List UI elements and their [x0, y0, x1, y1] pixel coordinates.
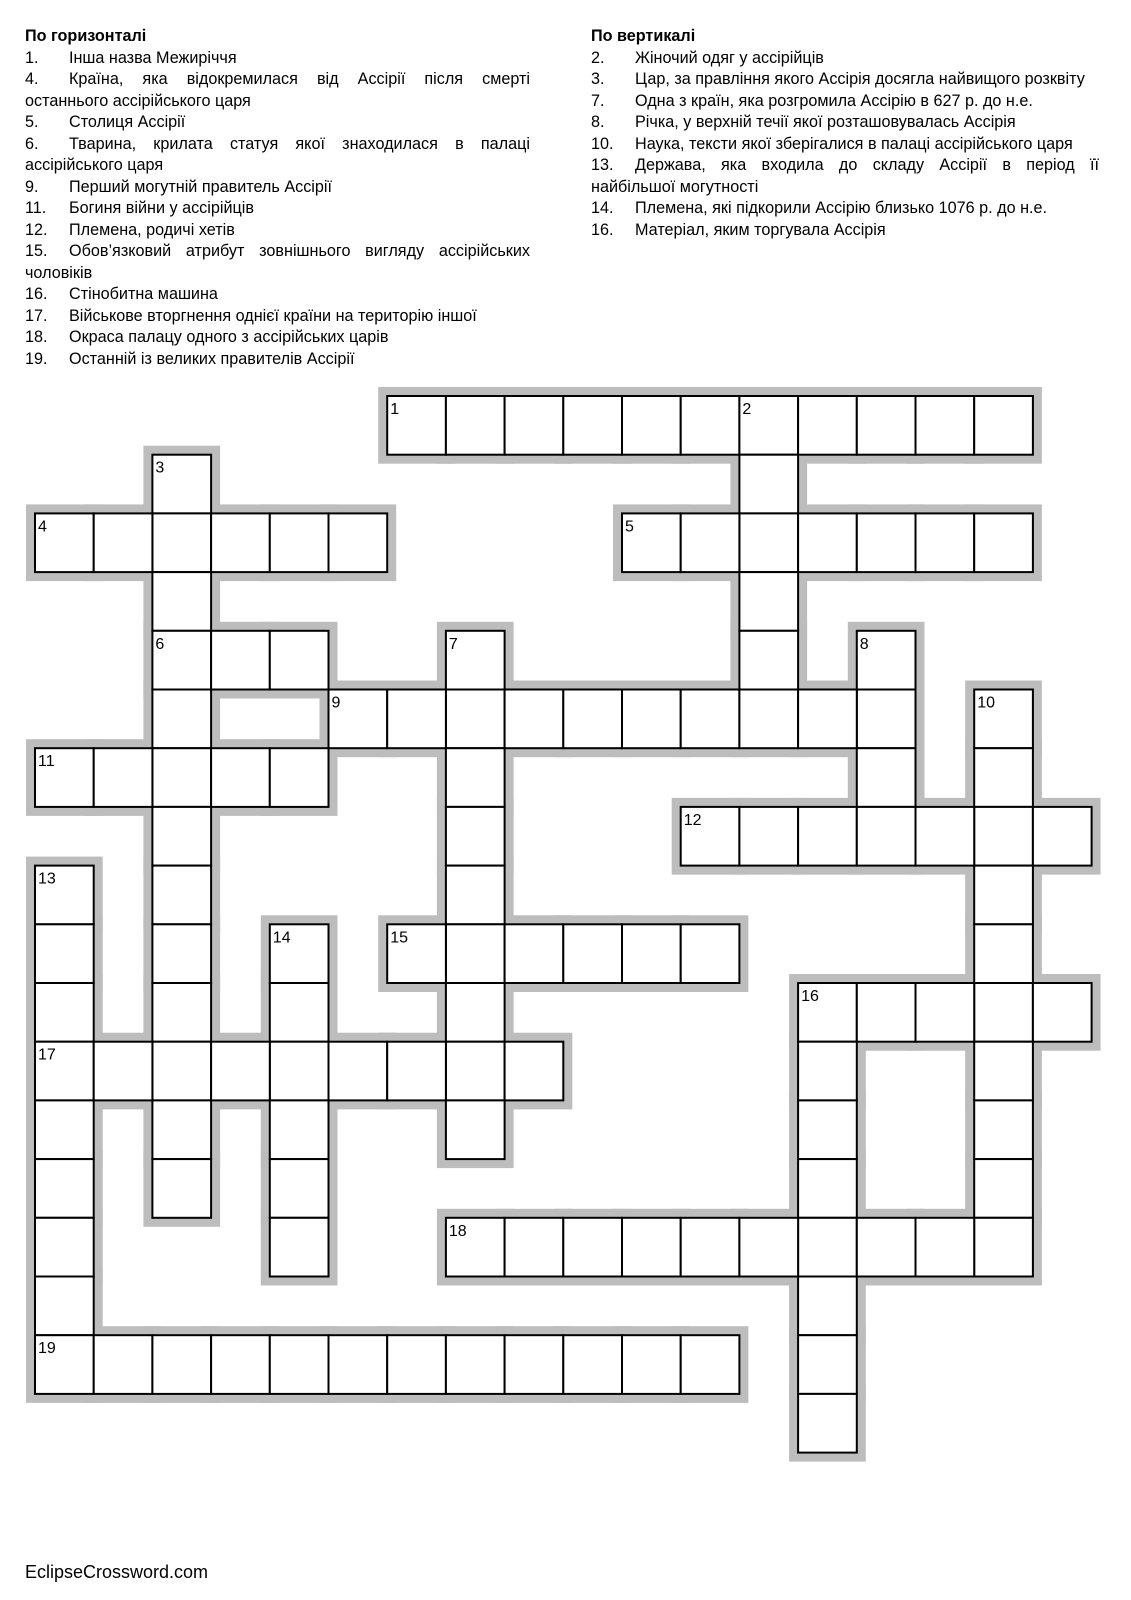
clue-down-8: 8. Річка, у верхній течії якої розташовувалась Ассірія [591, 113, 1016, 131]
down-clues [591, 26, 1099, 241]
grid-cell[interactable] [739, 631, 798, 690]
clue-down-7: 7. Одна з країн, яка розгромила Ассірію в 627 р. до н.е. [591, 91, 1033, 110]
grid-cell[interactable] [152, 1335, 211, 1394]
grid-cell[interactable] [857, 690, 916, 749]
grid-cell[interactable] [974, 396, 1033, 455]
grid-cell[interactable] [563, 1218, 622, 1277]
grid-cell[interactable] [270, 1159, 329, 1218]
grid-cell[interactable] [329, 1335, 388, 1394]
grid-cell[interactable] [681, 924, 740, 983]
grid-cell[interactable] [974, 924, 1033, 983]
clue-down-13: 13. Держава, яка входила до складу Ассірії в період її найбільшої могутності [591, 156, 1099, 196]
clue-number-16: 16 [801, 988, 819, 1005]
grid-cell[interactable] [35, 1100, 94, 1159]
clue-down-16: 16. Матеріал, яким торгувала Ассірія [591, 220, 886, 239]
grid-cell[interactable] [974, 513, 1033, 572]
grid-cell[interactable] [1033, 807, 1092, 866]
grid-cell[interactable] [211, 1335, 270, 1394]
grid-cell[interactable] [857, 748, 916, 807]
grid-cell[interactable] [505, 690, 564, 749]
grid-cell[interactable] [974, 1218, 1033, 1277]
clue-across-12: 12. Племена, родичі хетів [25, 220, 235, 239]
clue-number-17: 17 [38, 1046, 56, 1064]
grid-cell[interactable] [857, 1218, 916, 1277]
grid-cell[interactable] [329, 513, 388, 572]
grid-cell[interactable] [563, 924, 622, 983]
grid-cell[interactable] [798, 513, 857, 572]
clue-number-13: 13 [38, 870, 56, 888]
grid-cell[interactable] [505, 1335, 564, 1394]
grid-cell[interactable] [857, 807, 916, 866]
grid-cell[interactable] [446, 690, 505, 749]
grid-cell[interactable] [739, 807, 798, 866]
grid-cell[interactable] [916, 807, 975, 866]
grid-cell[interactable] [739, 1218, 798, 1277]
grid-cell[interactable] [857, 983, 916, 1042]
grid-cell[interactable] [798, 1394, 857, 1453]
grid-cells [35, 396, 1092, 1453]
grid-cell[interactable] [446, 924, 505, 983]
clue-number-12: 12 [683, 811, 702, 829]
grid-cell[interactable] [974, 748, 1033, 807]
grid-cell[interactable] [446, 1100, 505, 1159]
clue-across-19: 19. Останній із великих правителів Ассірії [25, 349, 355, 368]
grid-cell[interactable] [152, 807, 211, 866]
grid-cell[interactable] [505, 396, 564, 455]
grid-cell[interactable] [152, 924, 211, 983]
grid-cell[interactable] [152, 748, 211, 807]
grid-cell[interactable] [681, 690, 740, 749]
clue-number-19: 19 [38, 1340, 56, 1358]
grid-cell[interactable] [1033, 983, 1092, 1042]
grid-cell[interactable] [152, 1042, 211, 1101]
grid-cell[interactable] [505, 1042, 564, 1101]
grid-cell[interactable] [446, 983, 505, 1042]
grid-cell[interactable] [211, 748, 270, 807]
grid-cell[interactable] [681, 1218, 740, 1277]
grid-cell[interactable] [622, 1335, 681, 1394]
clue-across-15: 15. Обов’язковий атрибут зовнішнього вигляду ассірійських чоловіків [25, 242, 530, 282]
across-clues [25, 26, 530, 370]
grid-cell[interactable] [329, 1042, 388, 1101]
footer-credit: EclipseCrossword.com [25, 1562, 209, 1582]
grid-cell[interactable] [211, 1042, 270, 1101]
grid-cell[interactable] [35, 983, 94, 1042]
grid-cell[interactable] [974, 1100, 1033, 1159]
clue-across-6: 6. Тварина, крилата статуя якої знаходилася в палаці ассірійського царя [25, 134, 530, 174]
grid-cell[interactable] [563, 1335, 622, 1394]
grid-cell[interactable] [563, 396, 622, 455]
grid-cell[interactable] [916, 396, 975, 455]
grid-cell[interactable] [446, 807, 505, 866]
grid-cell[interactable] [974, 807, 1033, 866]
grid-cell[interactable] [739, 572, 798, 631]
clue-number-15: 15 [390, 929, 408, 947]
grid-cell[interactable] [857, 513, 916, 572]
grid-cell[interactable] [739, 455, 798, 514]
clue-across-18: 18. Окраса палацу одного з ассірійських царів [25, 328, 389, 346]
clue-number-2: 2 [742, 401, 752, 418]
grid-cell[interactable] [446, 396, 505, 455]
grid-cell[interactable] [974, 983, 1033, 1042]
grid-cell[interactable] [94, 1335, 153, 1394]
grid-cell[interactable] [505, 924, 564, 983]
down-heading: По вертикалі [591, 27, 696, 45]
grid-cell[interactable] [622, 1218, 681, 1277]
grid-cell[interactable] [152, 866, 211, 925]
grid-cell[interactable] [681, 396, 740, 455]
grid-cell[interactable] [152, 1159, 211, 1218]
clue-down-10: 10. Наука, тексти якої зберігалися в палаці ассірійського царя [591, 134, 1073, 153]
clue-number-9: 9 [331, 694, 341, 712]
grid-cell[interactable] [152, 983, 211, 1042]
grid-cell[interactable] [152, 1100, 211, 1159]
grid-cell[interactable] [94, 1042, 153, 1101]
grid-cell[interactable] [798, 1100, 857, 1159]
across-heading: По горизонталі [25, 27, 147, 45]
clue-number-6: 6 [155, 635, 165, 653]
clue-number-14: 14 [272, 929, 291, 947]
clue-number-4: 4 [38, 518, 47, 536]
grid-cell[interactable] [622, 396, 681, 455]
grid-cell[interactable] [798, 1159, 857, 1218]
grid-cell[interactable] [270, 631, 329, 690]
grid-cell[interactable] [798, 1277, 857, 1336]
grid-cell[interactable] [152, 690, 211, 749]
clue-across-5: 5. Столиця Ассірії [25, 113, 186, 131]
clue-number-5: 5 [625, 518, 634, 536]
clue-number-3: 3 [155, 459, 165, 477]
grid-cell[interactable] [35, 924, 94, 983]
grid-cell[interactable] [974, 1159, 1033, 1218]
clue-number-10: 10 [977, 694, 995, 712]
grid-cell[interactable] [974, 866, 1033, 925]
grid-cell[interactable] [152, 513, 211, 572]
grid-cell[interactable] [563, 690, 622, 749]
grid-cell[interactable] [270, 748, 329, 807]
grid-cell[interactable] [681, 1335, 740, 1394]
grid-cell[interactable] [446, 866, 505, 925]
clue-down-3: 3. Цар, за правління якого Ассірія досягла найвищого розквіту [591, 70, 1085, 88]
grid-cell[interactable] [270, 1042, 329, 1101]
grid-cell[interactable] [622, 924, 681, 983]
clue-down-14: 14. Племена, які підкорили Ассірію близько 1076 р. до н.е. [591, 199, 1048, 217]
clue-across-11: 11. Богиня війни у ассірійців [25, 199, 254, 217]
grid-cell[interactable] [798, 807, 857, 866]
grid-cell[interactable] [211, 631, 270, 690]
grid-cell[interactable] [916, 1218, 975, 1277]
grid-cell[interactable] [857, 396, 916, 455]
grid-cell[interactable] [798, 396, 857, 455]
clue-across-17: 17. Військове вторгнення однієї країни на територію іншої [25, 306, 477, 325]
grid-cell[interactable] [270, 1100, 329, 1159]
grid-cell[interactable] [270, 1335, 329, 1394]
grid-cell[interactable] [270, 983, 329, 1042]
grid-cell[interactable] [35, 1159, 94, 1218]
grid-cell[interactable] [739, 690, 798, 749]
clue-across-1: 1. Інша назва Межиріччя [25, 48, 237, 67]
grid-cell[interactable] [211, 513, 270, 572]
grid-cell[interactable] [270, 1218, 329, 1277]
grid-cell[interactable] [446, 1335, 505, 1394]
grid-cell[interactable] [739, 513, 798, 572]
grid-cell[interactable] [916, 513, 975, 572]
clue-number-11: 11 [38, 753, 55, 771]
grid-cell[interactable] [35, 1218, 94, 1277]
clue-across-4: 4. Країна, яка відокремилася від Ассірії після смерті останнього ассірійського царя [25, 70, 530, 110]
clue-number-18: 18 [448, 1222, 467, 1240]
grid-cell[interactable] [446, 748, 505, 807]
clue-down-2: 2. Жіночий одяг у ассірійців [591, 48, 824, 67]
grid-cell[interactable] [35, 1277, 94, 1336]
clue-number-7: 7 [448, 635, 458, 653]
grid-cell[interactable] [798, 1218, 857, 1277]
clue-number-8: 8 [859, 635, 869, 653]
clue-number-1: 1 [390, 401, 400, 418]
grid-cell[interactable] [974, 1042, 1033, 1101]
clue-across-9: 9. Перший могутній правитель Ассірії [25, 177, 332, 196]
grid-cell[interactable] [681, 513, 740, 572]
grid-cell[interactable] [622, 690, 681, 749]
grid-cell[interactable] [446, 1042, 505, 1101]
grid-cell[interactable] [387, 1042, 446, 1101]
clue-across-16: 16. Стінобитна машина [25, 285, 218, 303]
grid-cell[interactable] [387, 1335, 446, 1394]
grid-cell[interactable] [387, 690, 446, 749]
grid-cell[interactable] [798, 1335, 857, 1394]
grid-cell[interactable] [152, 572, 211, 631]
grid-cell[interactable] [798, 690, 857, 749]
grid-cell[interactable] [270, 513, 329, 572]
grid-cell[interactable] [94, 513, 153, 572]
grid-cell[interactable] [94, 748, 153, 807]
grid-cell[interactable] [798, 1042, 857, 1101]
grid-cell[interactable] [916, 983, 975, 1042]
grid-cell[interactable] [505, 1218, 564, 1277]
